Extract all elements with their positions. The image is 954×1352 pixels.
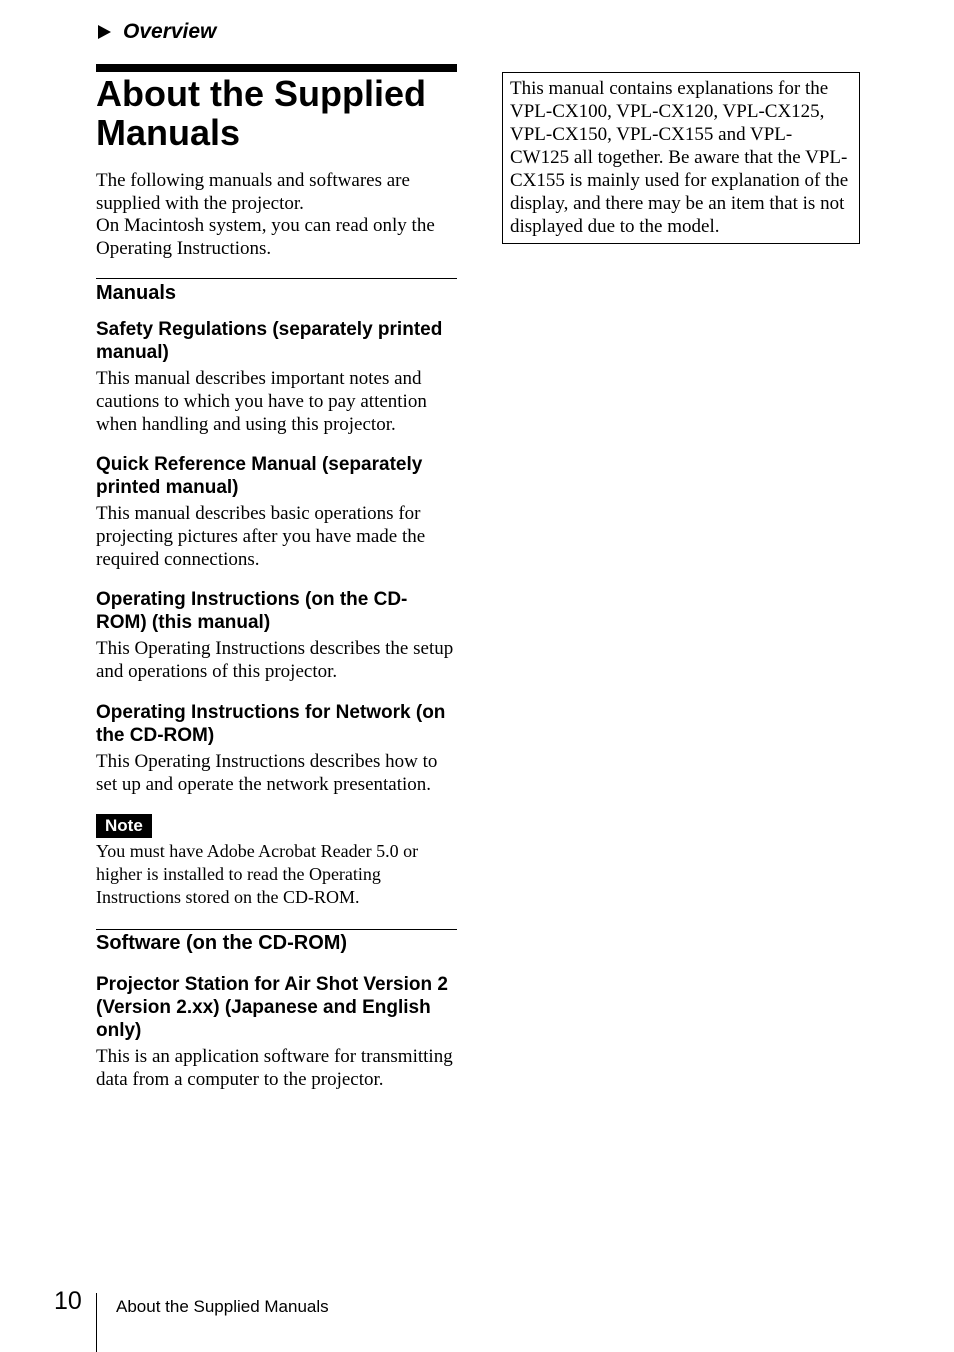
manual-title-operating-instructions: Operating Instructions (on the CD-ROM) (this manual) — [96, 589, 408, 633]
manual-title-safety: Safety Regulations (separately printed manual) — [96, 319, 443, 363]
footer-title: About the Supplied Manuals — [116, 1297, 329, 1316]
software-body-projector-station: This is an application software for transmitting data from a computer to the projector. — [96, 1046, 453, 1090]
model-notice-box: This manual contains explanations for the VPL-CX100, VPL-CX120, VPL-CX125, VPL-CX150, VPL-CX155 and VPL-CW125 all together. Be aware that the VPL-CX155 is mainly used for explanation of the display, and there may be an item that is not displayed due to the model. — [502, 72, 860, 244]
section-heading-manuals: Manuals — [96, 282, 177, 304]
section-rule-manuals — [96, 278, 457, 279]
section-heading-software: Software (on the CD-ROM) — [96, 932, 348, 954]
page-title: About the Supplied Manuals — [96, 73, 426, 153]
manual-body-safety: This manual describes important notes and cautions to which you have to pay attention when handling and using this projector. — [96, 368, 427, 435]
intro-paragraph-2: On Macintosh system, you can read only the Operating Instructions. — [96, 215, 435, 259]
footer-rule — [96, 1293, 97, 1352]
manual-body-operating-instructions: This Operating Instructions describes the setup and operations of this projector. — [96, 638, 454, 682]
triangle-bullet-icon — [98, 25, 111, 39]
section-label: Overview — [123, 20, 217, 43]
title-rule — [96, 64, 457, 72]
page-number: 10 — [54, 1287, 82, 1315]
note-text: You must have Adobe Acrobat Reader 5.0 or higher is installed to read the Operating Instructions stored on the CD-ROM. — [96, 841, 419, 907]
manual-title-quick-reference: Quick Reference Manual (separately printed manual) — [96, 454, 423, 498]
section-rule-software — [96, 929, 457, 930]
manual-body-quick-reference: This manual describes basic operations for projecting pictures after you have made the required connections. — [96, 503, 426, 570]
note-label: Note — [96, 814, 152, 838]
manual-title-network: Operating Instructions for Network (on the CD-ROM) — [96, 702, 446, 746]
manual-body-network: This Operating Instructions describes how to set up and operate the network presentation. — [96, 751, 438, 795]
section-header — [96, 19, 216, 45]
software-title-projector-station: Projector Station for Air Shot Version 2 (Version 2.xx) (Japanese and English only) — [96, 974, 448, 1041]
intro-paragraph-1: The following manuals and softwares are supplied with the projector. — [96, 170, 410, 214]
